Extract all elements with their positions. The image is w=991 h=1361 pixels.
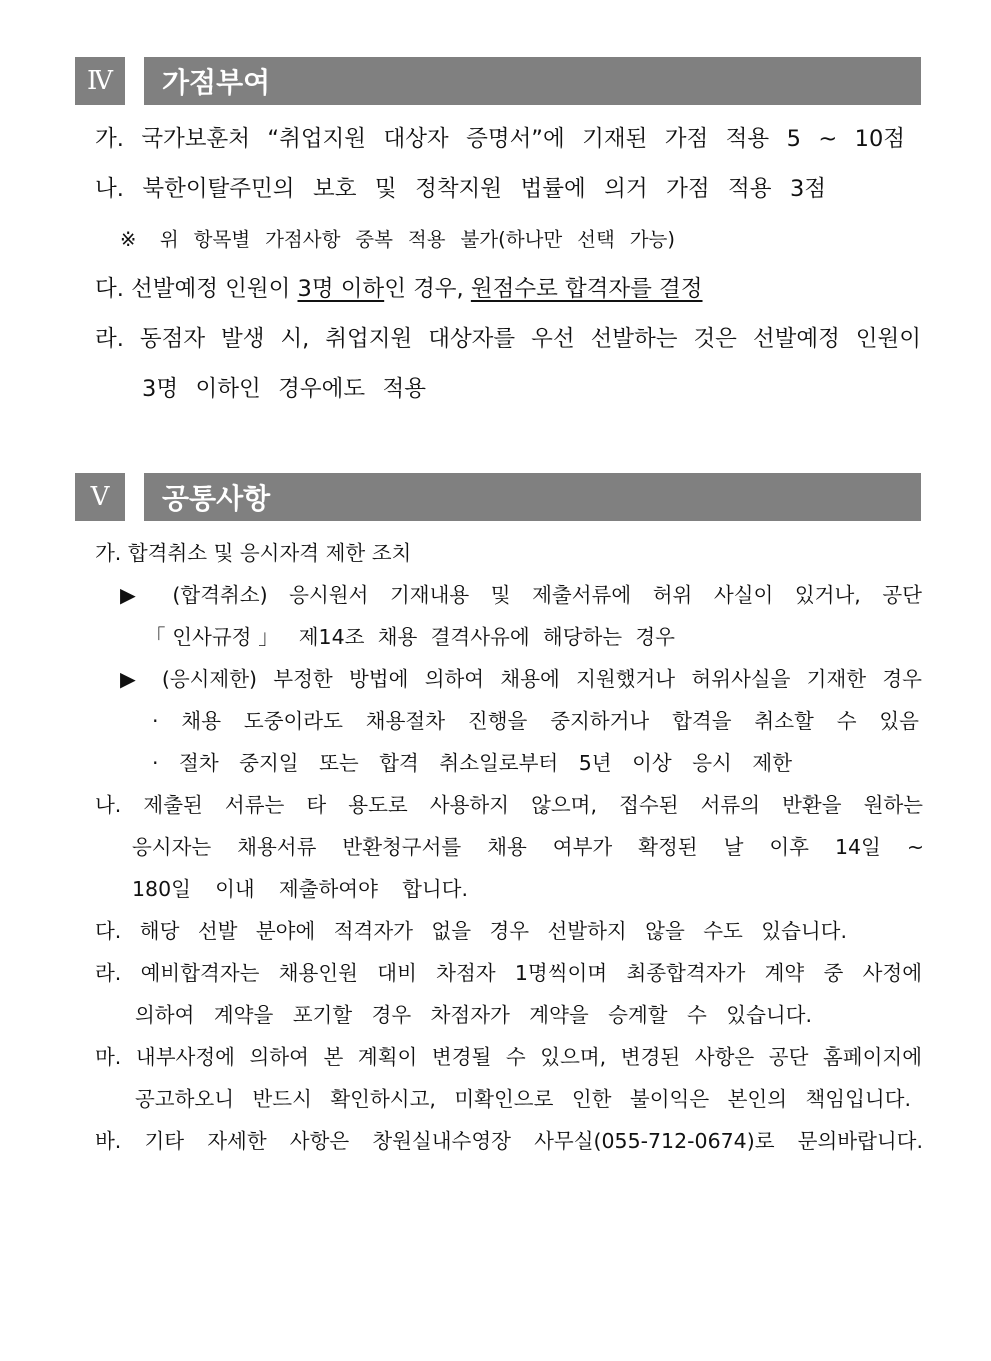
item-ma-changes-line-1: 마. 내부사정에 의하여 본 계획이 변경될 수 있으며, 변경된 사항은 공단 홈페이지에 <box>95 1045 922 1069</box>
item-ra-tie-line-1: 라. 동점자 발생 시, 취업지원 대상자를 우선 선발하는 것은 선발예정 인원이 <box>95 326 921 352</box>
section-4-numeral: Ⅳ <box>75 57 125 105</box>
section-4-header <box>75 57 921 105</box>
item-ra-reserve-line-2: 의하여 계약을 포기할 경우 차점자가 계약을 승계할 수 있습니다. <box>135 1003 812 1027</box>
section-5-numeral: Ⅴ <box>75 473 125 521</box>
item-ra-reserve-line-1: 라. 예비합격자는 채용인원 대비 차점자 1명씩이며 최종합격자가 계약 중 사정에 <box>95 961 922 985</box>
note-no-duplicate: ※ 위 항목별 가점사항 중복 적용 불가(하나만 선택 가능) <box>120 228 675 251</box>
item-ma-changes-line-2: 공고하오니 반드시 확인하시고, 미확인으로 인한 불이익은 본인의 책임입니다. <box>135 1087 911 1111</box>
item-da-underline-2: 원점수로 합격자를 결정 <box>470 276 703 302</box>
item-ba-contact: 바. 기타 자세한 사항은 창원실내수영장 사무실(055-712-0674)로 문의바랍니다. <box>95 1129 923 1153</box>
bullet-cancel-line-2: 「인사규정」 제14조 채용 결격사유에 해당하는 경우 <box>145 625 675 649</box>
item-da-underline-1: 3명 이하 <box>297 276 385 302</box>
dot-item-1: · 채용 도중이라도 채용절차 진행을 중지하거나 합격을 취소할 수 있음 <box>152 709 919 733</box>
bullet-cancel-line-1: ▶ (합격취소) 응시원서 기재내용 및 제출서류에 허위 사실이 있거나, 공단 <box>120 583 922 607</box>
item-na-docs-line-3: 180일 이내 제출하여야 합니다. <box>132 877 468 901</box>
item-na-bonus-defectors: 나. 북한이탈주민의 보호 및 정착지원 법률에 의거 가점 적용 3점 <box>95 176 826 202</box>
dot-item-2: · 절차 중지일 또는 합격 취소일로부터 5년 이상 응시 제한 <box>152 751 792 775</box>
item-da-prefix: 다. 선발예정 인원이 <box>95 276 298 302</box>
item-ga-bonus-veterans: 가. 국가보훈처 “취업지원 대상자 증명서”에 기재된 가점 적용 5 ~ 10점 <box>95 126 905 152</box>
item-da-no-qualified: 다. 해당 선발 분야에 적격자가 없을 경우 선발하지 않을 수도 있습니다. <box>95 919 847 943</box>
section-5-header <box>75 473 921 521</box>
item-ra-tie-line-2: 3명 이하인 경우에도 적용 <box>142 376 426 402</box>
bullet-restriction: ▶ (응시제한) 부정한 방법에 의하여 채용에 지원했거나 허위사실을 기재한 경우 <box>120 667 922 691</box>
section-4-title: 가점부여 <box>144 57 921 105</box>
item-na-docs-line-2: 응시자는 채용서류 반환청구서를 채용 여부가 확정된 날 이후 14일 ~ <box>132 835 924 859</box>
item-da-mid: 인 경우, <box>384 276 471 302</box>
item-da-small-quota <box>95 278 703 301</box>
item-ga-cancellation: 가. 합격취소 및 응시자격 제한 조치 <box>95 541 412 565</box>
item-na-docs-line-1: 나. 제출된 서류는 타 용도로 사용하지 않으며, 접수된 서류의 반환을 원하는 <box>95 793 923 817</box>
section-5-title: 공통사항 <box>144 473 921 521</box>
